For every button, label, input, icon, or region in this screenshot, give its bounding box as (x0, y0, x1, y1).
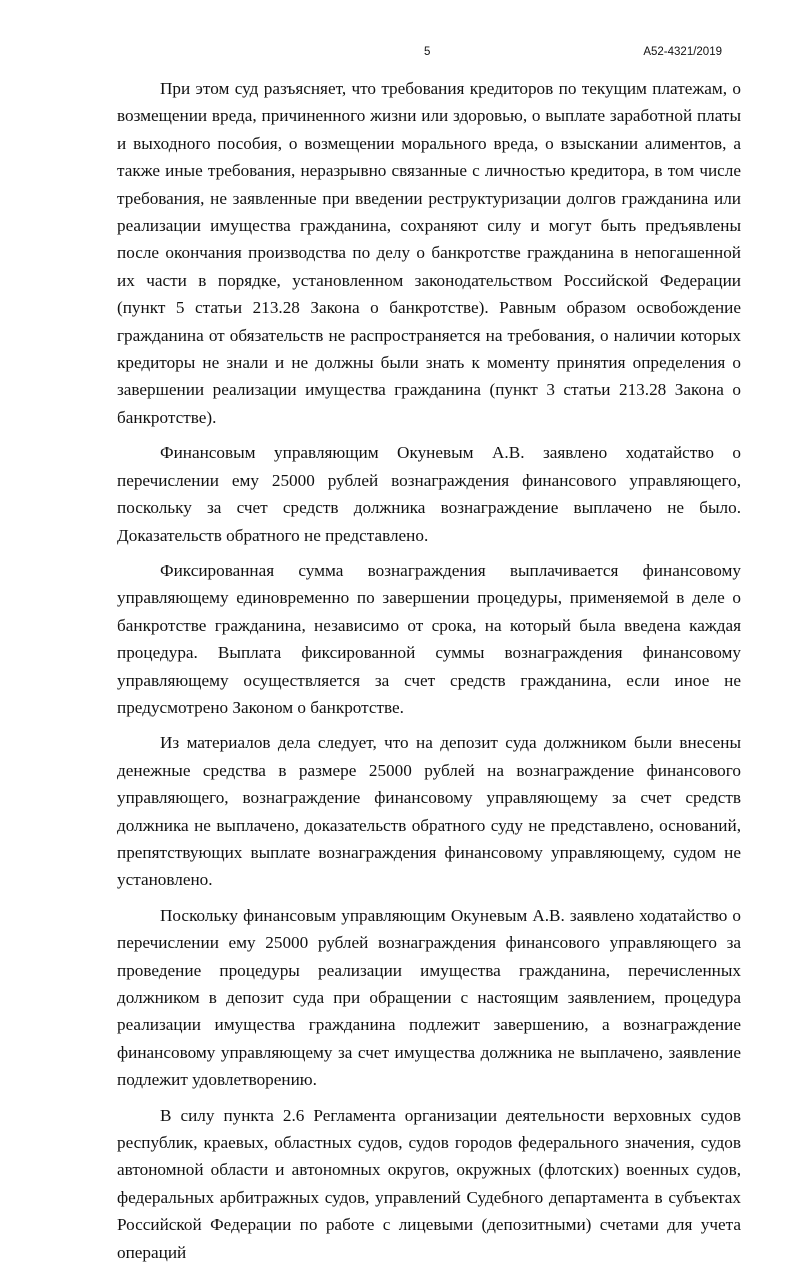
paragraph-regulation: В силу пункта 2.6 Регламента организации деятельности верховных судов республик, краевых, областных судов, судов городов федерального значения, судов автономной области и автономных округов, окружных (флотских) военных судов, федеральных арбитражных судов, управлений Судебного департамента в субъектах Российской Федерации по работе с лицевыми (депозитными) счетами для учета операций (117, 1105, 741, 1262)
paragraph-fixed-fee: Фиксированная сумма вознаграждения выплачивается финансовому управляющему единовременно по завершении процедуры, применяемой в деле о банкротстве гражданина, независимо от срока, на который была введена каждая процедура. Выплата фиксированной суммы вознаграждения финансовому управляющему осуществляется за счет средств гражданина, если иное не предусмотрено Законом о банкротстве. (117, 560, 741, 717)
case-number: А52-4321/2019 (643, 46, 722, 58)
paragraph-creditor-claims: При этом суд разъясняет, что требования кредиторов по текущим платежам, о возмещении вреда, причиненного жизни или здоровью, о выплате заработной платы и выходного пособия, о возмещении морального вреда, о взыскании алиментов, а также иные требования, неразрывно связанные с личностью кредитора, в том числе требования, не заявленные при введении реструктуризации долгов гражданина или реализации имущества гражданина, сохраняют силу и могут быть предъявлены после окончания производства по делу о банкротстве гражданина в непогашенной их части в порядке, установленном законодательством Российской Федерации (пункт 5 статьи 213.28 Закона о банкротстве). Равным образом освобождение гражданина от обязательств не распространяется на требования, о наличии которых кредиторы не знали и не должны были знать к моменту принятия определения о завершении реализации имущества гражданина (пункт 3 статьи 213.28 Закона о банкротстве). (117, 79, 741, 427)
page-number: 5 (424, 46, 431, 58)
paragraph-case-materials: Из материалов дела следует, что на депозит суда должником были внесены денежные средства в размере 25000 рублей на вознаграждение финансового управляющего, вознаграждение финансовому управляющему за счет средств должника не выплачено, доказательств обратного суду не представлено, оснований, препятствующих выплате вознаграждения финансовому управляющему, судом не установлено. (117, 733, 741, 890)
paragraph-manager-petition: Финансовым управляющим Окуневым А.В. заявлено ходатайство о перечислении ему 25000 рублей вознаграждения финансового управляющего, поскольку за счет средств должника вознаграждение выплачено не было. Доказательств обратного не представлено. (117, 443, 741, 545)
paragraph-petition-granted: Поскольку финансовым управляющим Окуневым А.В. заявлено ходатайство о перечислении ему 25000 рублей вознаграждения финансового управляющего за проведение процедуры реализации имущества гражданина, перечисленных должником в депозит суда при обращении с настоящим заявлением, процедура реализации имущества гражданина подлежит завершению, а вознаграждение финансовому управляющему за счет имущества должника не выплачено, заявление подлежит удовлетворению. (117, 905, 741, 1090)
document-body (117, 75, 741, 1274)
